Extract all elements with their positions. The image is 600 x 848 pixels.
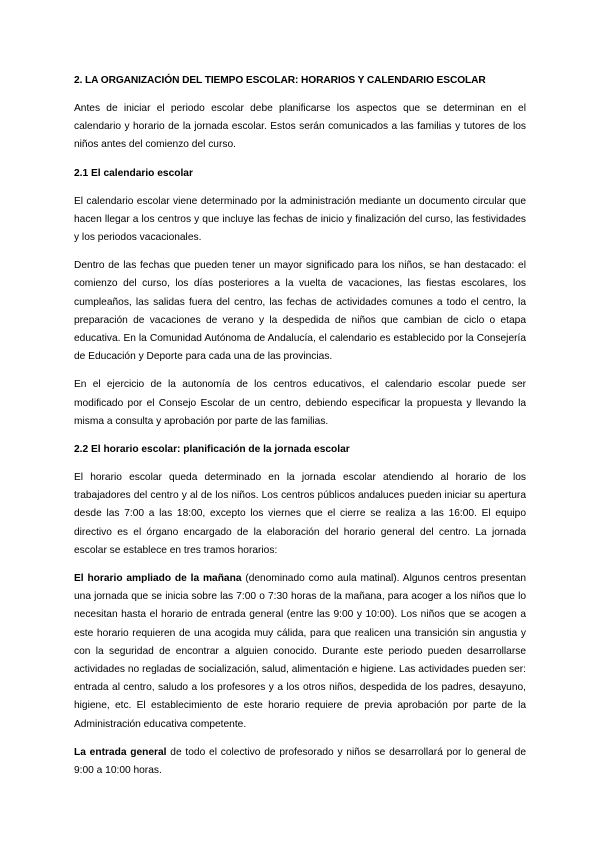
schedule-paragraph-3 xyxy=(74,744,526,780)
general-entry-text: de todo el colectivo de profesorado y niños se desarrollará por lo general de 9:00 a 10:00 horas. xyxy=(74,746,526,777)
schedule-paragraph-2 xyxy=(74,570,526,734)
calendar-paragraph-1: El calendario escolar viene determinado por la administración mediante un documento circular que hacen llegar a los centros y que incluye las fechas de inicio y finalización del curso, las festividades y los periodos vacacionales. xyxy=(74,195,526,244)
subsection-title-schedule: 2.2 El horario escolar: planificación de la jornada escolar xyxy=(74,444,350,456)
calendar-paragraph-2: Dentro de las fechas que pueden tener un mayor significado para los niños, se han destacado: el comienzo del curso, los días posteriores a la vuelta de vacaciones, las fiestas escolares, los cumpleaños, las salidas fuera del centro, las fechas de actividades comunes a todo el centro, la preparación de vacaciones de verano y la despedida de niños que cambian de ciclo o etapa educativa. En la Comunidad Autónoma de Andalucía, el calendario es establecido por la Consejería de Educación y Deporte para cada una de las provincias. xyxy=(74,260,526,363)
schedule-paragraph-1: El horario escolar queda determinado en la jornada escolar atendiendo al horario de los trabajadores del centro y al de los niños. Los centros públicos andaluces pueden iniciar su apertura desde las 7:00 a las 18:00, excepto los viernes que el cierre se realiza a las 16:00. El equipo directivo es el órgano encargado de la elaboración del horario general del centro. La jornada escolar se establece en tres tramos horarios: xyxy=(74,472,526,556)
morning-schedule-term: El horario ampliado de la mañana xyxy=(74,573,242,585)
subsection-title-calendar: 2.1 El calendario escolar xyxy=(74,167,193,179)
section-title: 2. LA ORGANIZACIÓN DEL TIEMPO ESCOLAR: HORARIOS Y CALENDARIO ESCOLAR xyxy=(74,75,486,86)
intro-paragraph: Antes de iniciar el periodo escolar debe planificarse los aspectos que se determinan en el calendario y horario de la jornada escolar. Estos serán comunicados a las familias y tutores de los niños antes del comienzo del curso. xyxy=(74,103,526,151)
general-entry-term: La entrada general xyxy=(74,746,167,758)
morning-schedule-text: (denominado como aula matinal). Algunos centros presentan una jornada que se inicia sobre las 7:00 o 7:30 horas de la mañana, para acoger a los niños que lo necesitan hasta el horario de entrada general (entre las 9:00 y 10:00). Los niños que se acogen a este horario requieren de una acogida muy cálida, para que realicen una transición sin angustia y con la seguridad de encontrar a alguien conocido. Durante este periodo pueden desarrollarse actividades no regladas de socialización, salud, alimentación e higiene. Las actividades pueden ser: entrada al centro, saludo a los profesores y a los otros niños, despedida de los padres, desayuno, higiene, etc. El establecimiento de este horario requiere de previa aprobación por parte de la Administración educativa competente. xyxy=(74,573,526,730)
calendar-paragraph-3: En el ejercicio de la autonomía de los centros educativos, el calendario escolar puede ser modificado por el Consejo Escolar de un centro, debiendo especificar la propuesta y llevando la misma a consulta y aprobación por parte de las familias. xyxy=(74,379,526,427)
